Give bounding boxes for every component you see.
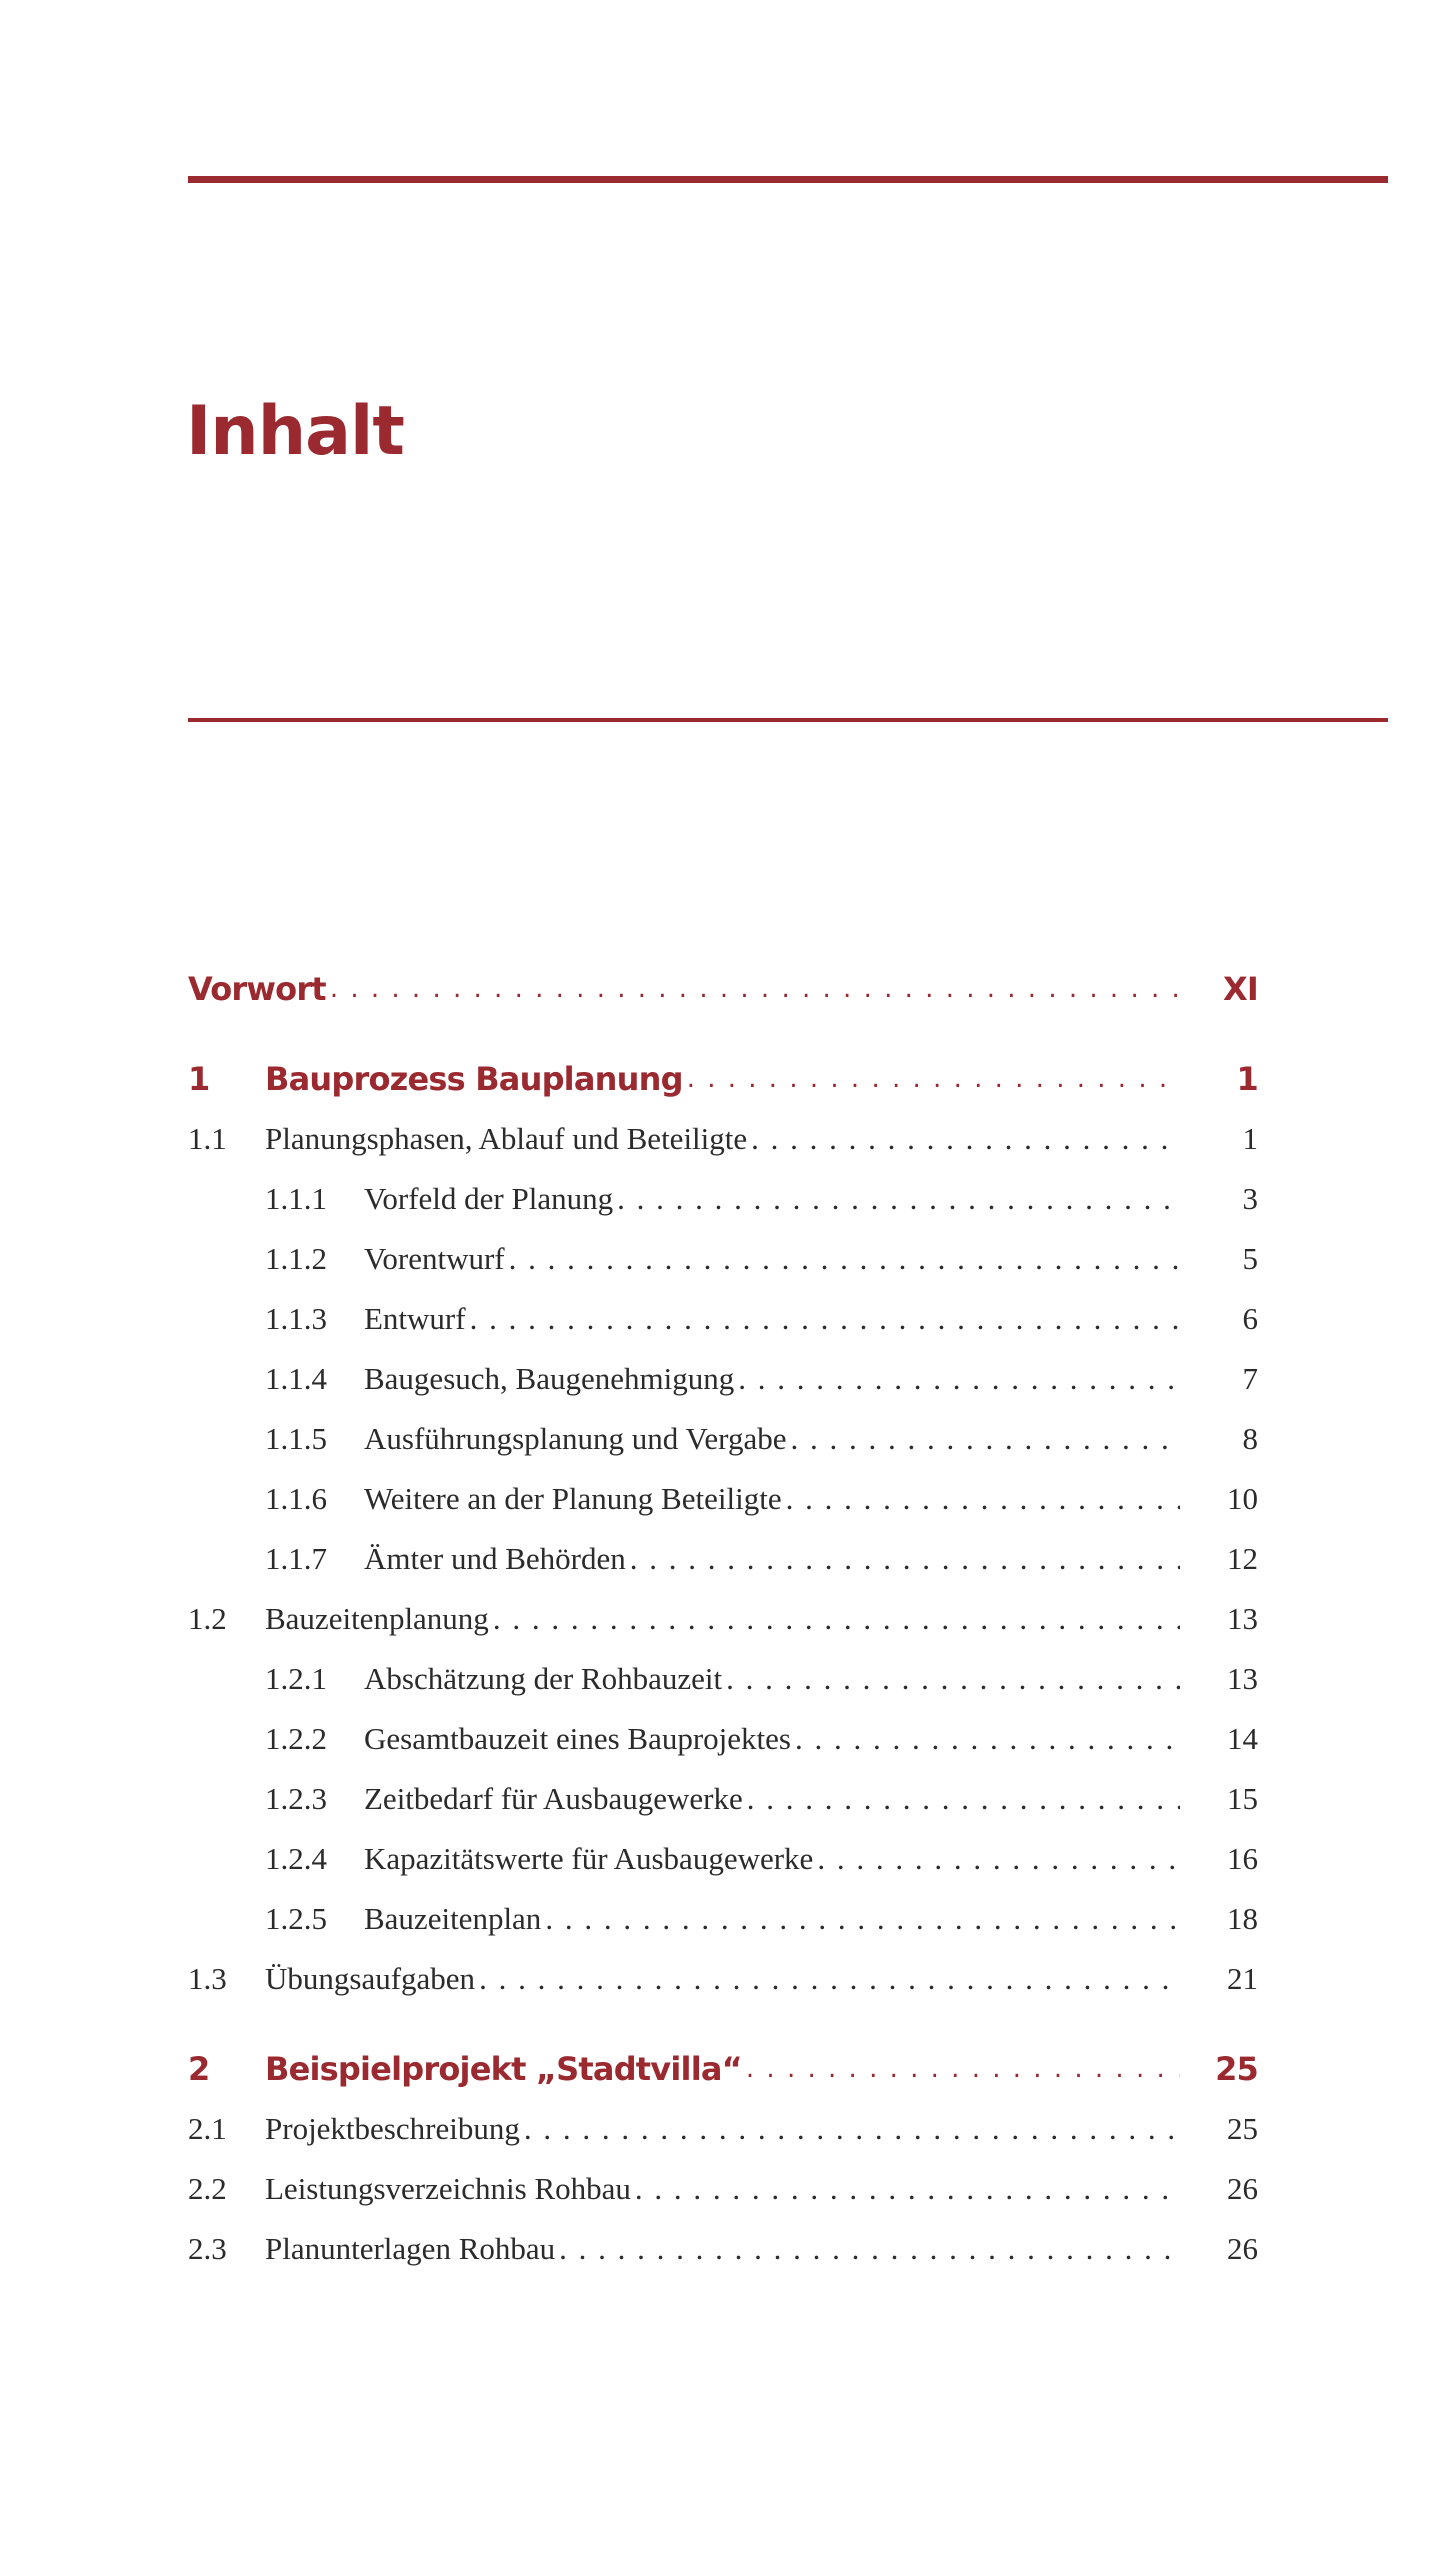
toc-dot-leader: [795, 1721, 1180, 1757]
toc-entry-title: Leistungsverzeichnis Rohbau: [265, 2171, 631, 2206]
toc-entry-title: Bauzeitenplan: [364, 1901, 542, 1936]
toc-dot-leader: [747, 1781, 1180, 1817]
toc-entry-number: 1.3: [188, 1961, 227, 1996]
toc-dot-leader: [509, 1241, 1180, 1277]
toc-entry-page: 25: [1215, 2050, 1258, 2088]
toc-entry-page: XI: [1223, 970, 1258, 1008]
toc-dot-leader: [817, 1841, 1180, 1877]
table-of-contents: [188, 0, 1258, 2560]
toc-entry-title: Vorwort: [188, 970, 326, 1008]
toc-entry-page: 1: [1236, 1060, 1258, 1098]
toc-entry-title: Entwurf: [364, 1301, 466, 1336]
toc-entry-number: 1.1.7: [265, 1541, 327, 1576]
toc-entry-title: Gesamtbauzeit eines Bauprojektes: [364, 1721, 791, 1756]
toc-entry[interactable]: [188, 2109, 1258, 2149]
toc-entry-number: 2.1: [188, 2111, 227, 2146]
toc-entry[interactable]: [188, 1659, 1258, 1699]
toc-entry[interactable]: [188, 1899, 1258, 1939]
toc-entry-number: 2.2: [188, 2171, 227, 2206]
toc-dot-leader: [470, 1301, 1180, 1337]
toc-entry-title: Vorfeld der Planung: [364, 1181, 614, 1216]
toc-entry[interactable]: [188, 1959, 1258, 1999]
toc-entry[interactable]: [188, 1779, 1258, 1819]
toc-entry-title: Ausführungsplanung und Vergabe: [364, 1421, 787, 1456]
toc-entry-title: Weitere an der Planung Beteiligte: [364, 1481, 782, 1516]
toc-entry[interactable]: [188, 1179, 1258, 1219]
toc-entry-page: 26: [1227, 2231, 1258, 2266]
toc-entry-title: Beispielprojekt „Stadtvilla“: [265, 2050, 742, 2088]
toc-entry-page: 1: [1242, 1121, 1258, 1156]
toc-entry-title: Planungsphasen, Ablauf und Beteiligte: [265, 1121, 748, 1156]
toc-entry-page: 6: [1242, 1301, 1258, 1336]
toc-entry-title: Abschätzung der Rohbauzeit: [364, 1661, 723, 1696]
toc-dot-leader: [479, 1961, 1180, 1997]
toc-entry-page: 18: [1227, 1901, 1258, 1936]
toc-dot-leader: [786, 1481, 1180, 1517]
toc-entry-page: 5: [1242, 1241, 1258, 1276]
toc-entry[interactable]: [188, 1539, 1258, 1579]
toc-entry-page: 3: [1242, 1181, 1258, 1216]
toc-entry-title: Zeitbedarf für Ausbaugewerke: [364, 1781, 743, 1816]
toc-dot-leader: [330, 974, 1180, 1004]
toc-entry-number: 1.2.3: [265, 1781, 327, 1816]
toc-entry-number: 2: [188, 2050, 210, 2088]
toc-entry-number: 1.1.2: [265, 1241, 327, 1276]
toc-entry-page: 15: [1227, 1781, 1258, 1816]
toc-entry-number: 1.2: [188, 1601, 227, 1636]
toc-entry[interactable]: [188, 1839, 1258, 1879]
toc-entry-title: Ämter und Behörden: [364, 1541, 626, 1576]
toc-dot-leader: [738, 1361, 1180, 1397]
toc-entry-title: Übungsaufgaben: [265, 1961, 476, 1996]
toc-entry[interactable]: [188, 1119, 1258, 1159]
toc-entry-title: Kapazitätswerte für Ausbaugewerke: [364, 1841, 814, 1876]
toc-entry-page: 16: [1227, 1841, 1258, 1876]
toc-entry[interactable]: [188, 2049, 1258, 2089]
toc-dot-leader: [790, 1421, 1180, 1457]
toc-entry[interactable]: [188, 1719, 1258, 1759]
toc-entry-number: 1.2.5: [265, 1901, 327, 1936]
toc-entry-number: 2.3: [188, 2231, 227, 2266]
toc-entry-number: 1.1.5: [265, 1421, 327, 1456]
toc-entry-page: 12: [1227, 1541, 1258, 1576]
toc-entry-page: 13: [1227, 1661, 1258, 1696]
toc-entry[interactable]: [188, 1359, 1258, 1399]
toc-entry[interactable]: [188, 2229, 1258, 2269]
toc-entry-title: Planunterlagen Rohbau: [265, 2231, 556, 2266]
toc-entry-page: 26: [1227, 2171, 1258, 2206]
toc-entry-number: 1.1.1: [265, 1181, 327, 1216]
toc-entry[interactable]: [188, 969, 1258, 1009]
toc-dot-leader: [493, 1601, 1180, 1637]
toc-dot-leader: [559, 2231, 1180, 2267]
toc-entry-title: Bauprozess Bauplanung: [265, 1060, 683, 1098]
toc-entry[interactable]: [188, 1059, 1258, 1099]
toc-dot-leader: [617, 1181, 1180, 1217]
toc-entry-number: 1.1.3: [265, 1301, 327, 1336]
toc-entry-page: 13: [1227, 1601, 1258, 1636]
toc-entry-page: 25: [1227, 2111, 1258, 2146]
toc-entry[interactable]: [188, 1599, 1258, 1639]
toc-entry-number: 1.1.6: [265, 1481, 327, 1516]
toc-entry-title: Baugesuch, Baugenehmigung: [364, 1361, 735, 1396]
toc-entry-number: 1.2.1: [265, 1661, 327, 1696]
toc-entry-page: 7: [1242, 1361, 1258, 1396]
toc-entry-page: 8: [1242, 1421, 1258, 1456]
toc-entry-number: 1.2.2: [265, 1721, 327, 1756]
toc-dot-leader: [545, 1901, 1180, 1937]
toc-dot-leader: [746, 2054, 1180, 2084]
toc-dot-leader: [726, 1661, 1180, 1697]
toc-dot-leader: [630, 1541, 1180, 1577]
toc-entry-title: Bauzeitenplanung: [265, 1601, 489, 1636]
toc-entry[interactable]: [188, 1299, 1258, 1339]
toc-entry-page: 21: [1227, 1961, 1258, 1996]
toc-entry-page: 10: [1227, 1481, 1258, 1516]
toc-entry-page: 14: [1227, 1721, 1258, 1756]
toc-entry[interactable]: [188, 1479, 1258, 1519]
toc-entry-title: Vorentwurf: [364, 1241, 505, 1276]
toc-entry-number: 1.1.4: [265, 1361, 327, 1396]
toc-entry-number: 1.2.4: [265, 1841, 327, 1876]
toc-entry-title: Projektbeschreibung: [265, 2111, 520, 2146]
toc-dot-leader: [635, 2171, 1180, 2207]
page-title: Inhalt: [186, 392, 404, 471]
toc-entry-number: 1.1: [188, 1121, 227, 1156]
toc-entry-number: 1: [188, 1060, 210, 1098]
toc-dot-leader: [751, 1121, 1180, 1157]
toc-dot-leader: [524, 2111, 1180, 2147]
toc-dot-leader: [687, 1064, 1180, 1094]
toc-entry[interactable]: [188, 2169, 1258, 2209]
toc-entry[interactable]: [188, 1419, 1258, 1459]
toc-entry[interactable]: [188, 1239, 1258, 1279]
